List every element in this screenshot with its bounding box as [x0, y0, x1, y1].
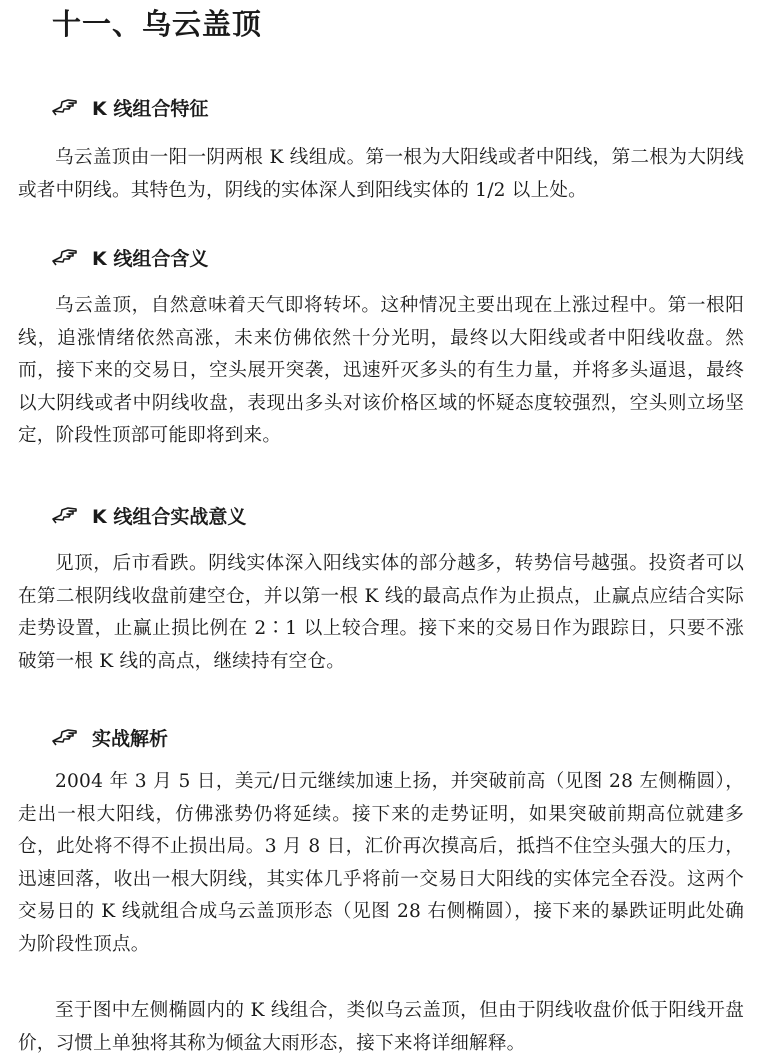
- section-heading-case-analysis: [52, 724, 168, 750]
- pointing-hand-icon: [52, 247, 78, 267]
- paragraph: 乌云盖顶，自然意味着天气即将转坏。这种情况主要出现在上涨过程中。第一根阳线，追涨情绪依然高涨，未来仿佛依然十分光明，最终以大阳线或者中阳线收盘。然而，接下来的交易日，空头展开突袭，迅速歼灭多头的有生力量，并将多头逼退，最终以大阴线或者中阴线收盘，表现出多头对该价格区域的怀疑态度较强烈，空头则立场坚定，阶段性顶部可能即将到来。: [18, 295, 744, 446]
- section-heading-text: K 线组合实战意义: [92, 505, 247, 528]
- section-heading-text: K 线组合特征: [92, 97, 209, 120]
- chapter-title: 十一、乌云盖顶: [52, 7, 263, 41]
- pointing-hand-icon: [52, 97, 78, 117]
- paragraph: 2004 年 3 月 5 日，美元/日元继续加速上扬，并突破前高（见图 28 左侧椭圆），走出一根大阳线，仿佛涨势仍将延续。接下来的走势证明，如果突破前期高位就建多仓，此处将不得不止损出局。3 月 8 日，汇价再次摸高后，抵挡不住空头强大的压力，迅速回落，收出一根大阴线，其实体几乎将前一交易日大阳线的实体完全吞没。这两个交易日的 K 线就组合成乌云盖顶形态（见图 28 右侧椭圆），接下来的暴跌证明此处确为阶段性顶点。: [18, 771, 744, 955]
- paragraph: 乌云盖顶由一阳一阴两根 K 线组成。第一根为大阳线或者中阳线，第二根为大阴线或者中阴线。其特色为，阴线的实体深人到阳线实体的 1/2 以上处。: [18, 147, 744, 201]
- pointing-hand-icon: [52, 727, 78, 747]
- section-heading-practical-significance: [52, 502, 246, 528]
- section-heading-text: 实战解析: [92, 727, 169, 750]
- section-heading-meaning: [52, 244, 208, 270]
- paragraph: 见顶，后市看跌。阴线实体深入阳线实体的部分越多，转势信号越强。投资者可以在第二根阴线收盘前建空仓，并以第一根 K 线的最高点作为止损点，止赢点应结合实际走势设置，止赢止损比例在 2∶1 以上较合理。接下来的交易日作为跟踪日，只要不涨破第一根 K 线的高点，继续持有空仓。: [18, 553, 744, 672]
- paragraph: 至于图中左侧椭圆内的 K 线组合，类似乌云盖顶，但由于阴线收盘价低于阳线开盘价，习惯上单独将其称为倾盆大雨形态，接下来将详细解释。: [18, 1000, 744, 1054]
- section-heading-text: K 线组合含义: [92, 247, 209, 270]
- section-heading-features: [52, 94, 208, 120]
- pointing-hand-icon: [52, 505, 78, 525]
